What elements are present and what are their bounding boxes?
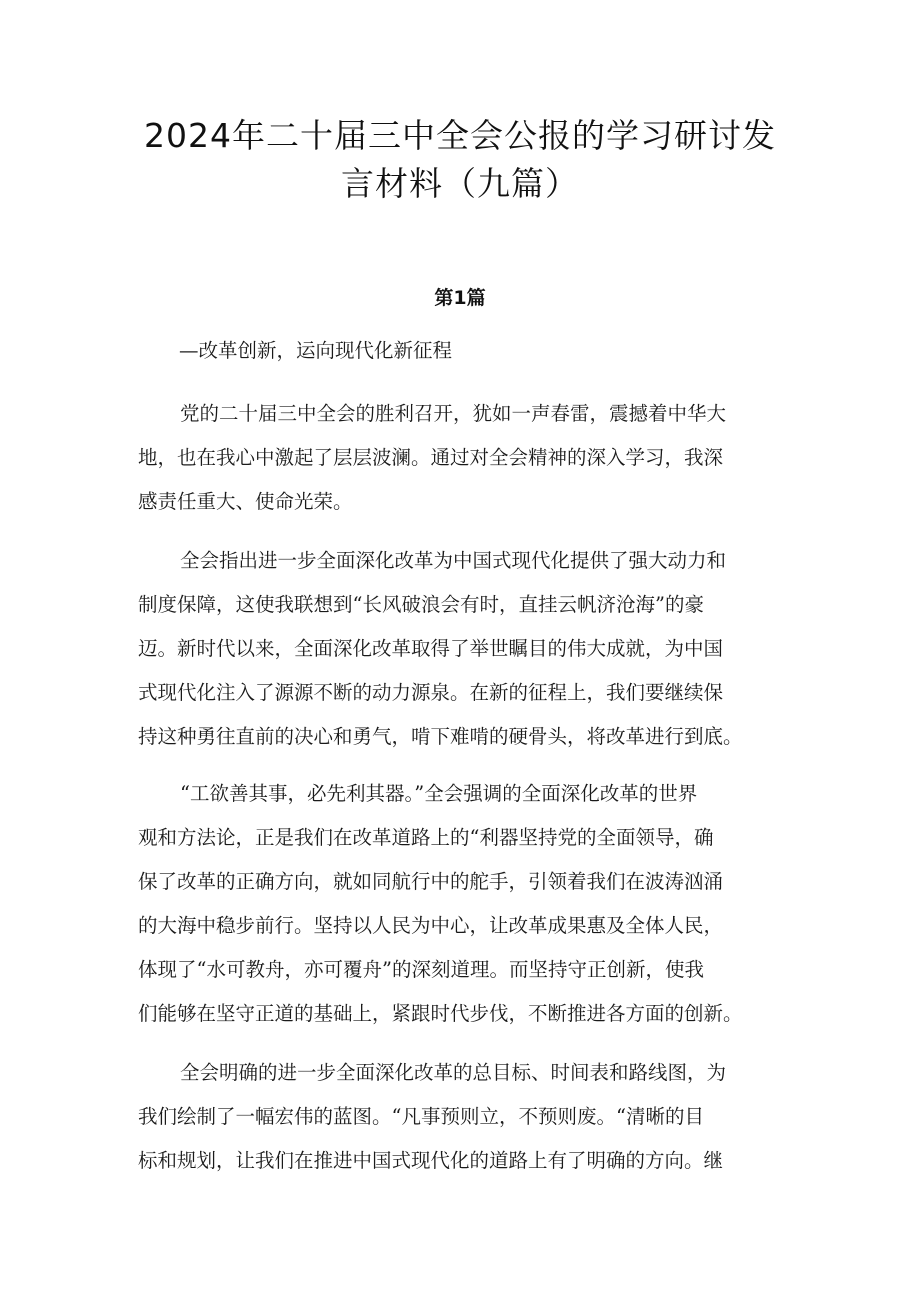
paragraph-line: 我们绘制了一幅宏伟的蓝图。“凡事预则立，不预则废。“清晰的目 [138, 1105, 704, 1128]
paragraph-line: 体现了“水可教舟，亦可覆舟”的深刻道理。而坚持守正创新，使我 [138, 958, 704, 981]
paragraph-line: 党的二十届三中全会的胜利召开，犹如一声春雷，震撼着中华大 [180, 402, 727, 425]
paragraph-line: 标和规划，让我们在推进中国式现代化的道路上有了明确的方向。继 [138, 1149, 724, 1172]
paragraph-line: 式现代化注入了源源不断的动力源泉。在新的征程上，我们要继续保 [138, 681, 724, 704]
document-title [110, 112, 810, 208]
paragraph-line: 全会指出进一步全面深化改革为中国式现代化提供了强大动力和 [180, 549, 727, 572]
paragraph-line: 保了改革的正确方向，就如同航行中的舵手，引领着我们在波涛汹涌 [138, 870, 724, 893]
paragraph-line: 感责任重大、使命光荣。 [138, 490, 353, 513]
paragraph-line: 持这种勇往直前的决心和勇气，啃下难啃的硬骨头，将改革进行到底。 [138, 725, 743, 748]
paragraph-line: “工欲善其事，必先利其器。”全会强调的全面深化改革的世界 [180, 782, 698, 805]
section-heading: 第1篇 [434, 287, 486, 309]
paragraph-line: 地，也在我心中激起了层层波澜。通过对全会精神的深入学习，我深 [138, 446, 724, 469]
paragraph [138, 539, 798, 759]
paragraph-line: 的大海中稳步前行。坚持以人民为中心，让改革成果惠及全体人民， [138, 914, 724, 937]
paragraph-line: 迈。新时代以来，全面深化改革取得了举世瞩目的伟大成就，为中国 [138, 637, 724, 660]
paragraph-line: 观和方法论，正是我们在改革道路上的“利器坚持党的全面领导，确 [138, 826, 714, 849]
paragraph-line: 制度保障，这使我联想到“长风破浪会有时，直挂云帆济沧海”的豪 [138, 593, 704, 616]
paragraph [138, 1051, 798, 1183]
section-subtitle: —改革创新，运向现代化新征程 [179, 339, 453, 362]
title-line: 言材料（九篇） [341, 164, 579, 203]
paragraph [138, 392, 798, 524]
title-line: 2024年二十届三中全会公报的学习研讨发 [144, 116, 776, 155]
paragraph [138, 772, 798, 1036]
paragraph-line: 全会明确的进一步全面深化改革的总目标、时间表和路线图，为 [180, 1061, 727, 1084]
paragraph-line: 们能够在坚守正道的基础上，紧跟时代步伐，不断推进各方面的创新。 [138, 1002, 743, 1025]
